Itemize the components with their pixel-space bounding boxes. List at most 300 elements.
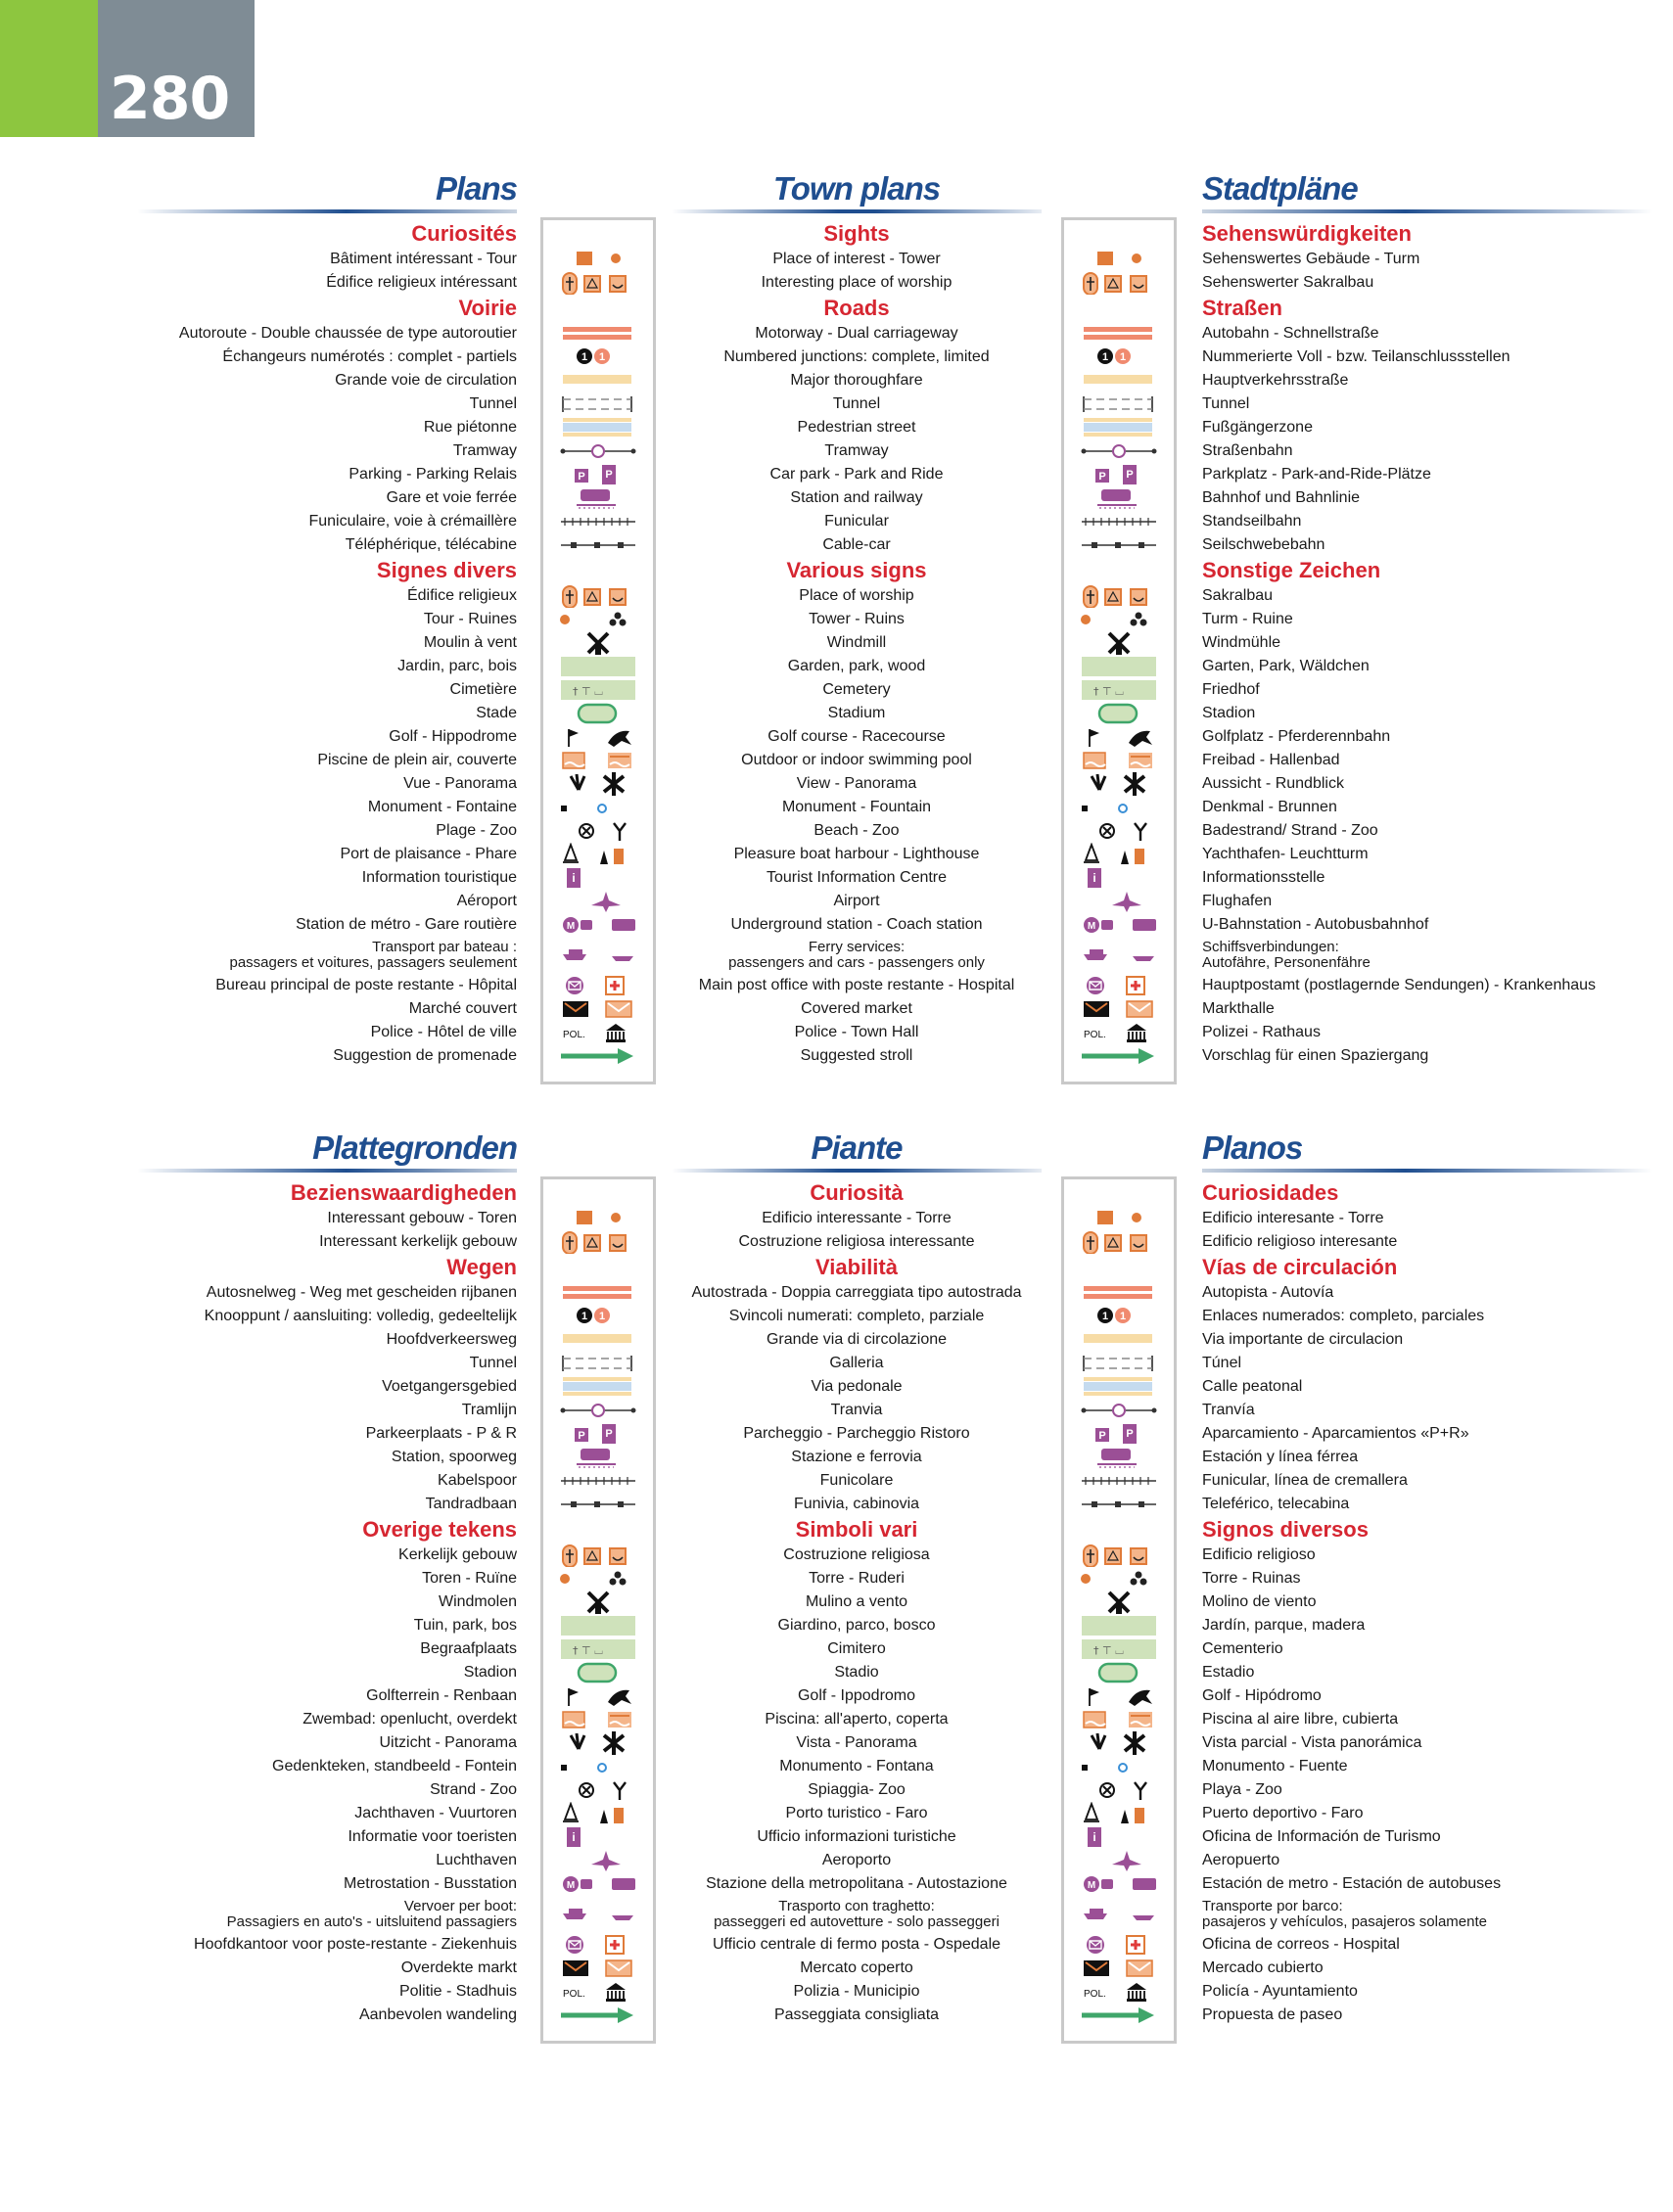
legend-entry: Porto turistico - Faro bbox=[785, 1805, 928, 1821]
svg-text:P: P bbox=[1126, 1428, 1134, 1440]
map-symbol-icon bbox=[557, 631, 639, 655]
map-symbol-icon bbox=[1078, 1352, 1160, 1375]
map-symbol-icon bbox=[557, 678, 639, 702]
map-symbol-icon bbox=[557, 1207, 639, 1230]
legend-entry: Metrostation - Busstation bbox=[344, 1875, 517, 1892]
section-title: Curiosidades bbox=[1202, 1180, 1339, 1205]
map-symbol-icon bbox=[1078, 584, 1160, 608]
map-symbol-icon bbox=[557, 2004, 639, 2027]
legend-entry: Tuin, park, bos bbox=[413, 1617, 517, 1634]
legend-entry: Golf - Hippodrome bbox=[389, 728, 517, 745]
heading-underline bbox=[1202, 209, 1652, 213]
map-symbol-icon bbox=[1078, 1957, 1160, 1980]
legend-entry: Port de plaisance - Phare bbox=[340, 846, 517, 862]
map-symbol-icon bbox=[1078, 913, 1160, 937]
legend-entry: Yachthafen- Leuchtturm bbox=[1202, 846, 1369, 862]
map-symbol-icon bbox=[557, 463, 639, 486]
legend-entry: Pedestrian street bbox=[797, 419, 916, 436]
legend-entry: Funicular bbox=[824, 513, 889, 530]
legend-entry: Freibad - Hallenbad bbox=[1202, 752, 1340, 768]
legend-entry: Informationsstelle bbox=[1202, 869, 1325, 886]
legend-entry: Bureau principal de poste restante - Hôpital bbox=[215, 977, 517, 993]
legend-entry: Interessant kerkelijk gebouw bbox=[319, 1233, 517, 1250]
legend-entry: Piscine de plein air, couverte bbox=[317, 752, 517, 768]
legend-entry: Voetgangersgebied bbox=[382, 1378, 517, 1395]
map-symbol-icon bbox=[557, 725, 639, 749]
legend-entry: Major thoroughfare bbox=[790, 372, 923, 389]
legend-entry: Fußgängerzone bbox=[1202, 419, 1313, 436]
map-symbol-icon bbox=[1078, 1021, 1160, 1044]
legend-entry: Spiaggia- Zoo bbox=[808, 1781, 906, 1798]
legend-entry-line: passengers and cars - passengers only bbox=[728, 954, 985, 971]
legend-entry: Aéroport bbox=[456, 893, 517, 909]
legend-entry: Ufficio centrale di fermo posta - Ospedale bbox=[712, 1936, 1001, 1953]
legend-entry: U-Bahnstation - Autobusbahnhof bbox=[1202, 916, 1429, 933]
legend-entry: Ufficio informazioni turistiche bbox=[757, 1828, 956, 1845]
legend-entry: Jardín, parque, madera bbox=[1202, 1617, 1366, 1634]
map-symbol-icon bbox=[557, 1637, 639, 1661]
legend-entry: Estación de metro - Estación de autobuses bbox=[1202, 1875, 1502, 1892]
legend-entry: Airport bbox=[833, 893, 880, 909]
panel-heading: Town plans bbox=[772, 170, 941, 207]
map-symbol-icon bbox=[557, 1661, 639, 1684]
legend-entry: Edificio religioso interesante bbox=[1202, 1233, 1398, 1250]
svg-text:POL.: POL. bbox=[1084, 1030, 1106, 1040]
legend-entry: Monumento - Fuente bbox=[1202, 1758, 1348, 1774]
legend-entry: Parkeerplaats - P & R bbox=[365, 1425, 517, 1442]
section-title: Sights bbox=[823, 221, 890, 246]
legend-entry: Autosnelweg - Weg met gescheiden rijbanen bbox=[206, 1284, 517, 1301]
legend-entry: Toren - Ruïne bbox=[422, 1570, 517, 1587]
map-symbol-icon bbox=[1078, 322, 1160, 346]
legend-entry: Sakralbau bbox=[1202, 587, 1274, 604]
section-title: Straßen bbox=[1202, 296, 1282, 320]
svg-text:i: i bbox=[1092, 871, 1096, 885]
legend-entry: Aeropuerto bbox=[1202, 1852, 1280, 1868]
map-symbol-icon bbox=[557, 392, 639, 416]
section-title: Simboli vari bbox=[795, 1517, 918, 1542]
page-number: 280 bbox=[110, 65, 230, 133]
legend-entry-line: Vervoer per boot: bbox=[403, 1898, 517, 1914]
legend-entry: Estadio bbox=[1202, 1664, 1255, 1681]
legend-entry: Suggestion de promenade bbox=[333, 1047, 517, 1064]
legend-entry: View - Panorama bbox=[796, 775, 917, 792]
heading-underline bbox=[1202, 1169, 1652, 1173]
legend-entry: Piscina al aire libre, cubierta bbox=[1202, 1711, 1399, 1728]
svg-text:M: M bbox=[566, 921, 576, 932]
map-symbol-icon bbox=[557, 346, 639, 369]
legend-entry: Suggested stroll bbox=[800, 1047, 913, 1064]
map-symbol-icon bbox=[557, 1352, 639, 1375]
panel-heading: Planos bbox=[1202, 1129, 1303, 1166]
legend-entry bbox=[227, 1899, 517, 1930]
legend-entry: Stadium bbox=[827, 705, 886, 721]
svg-text:1: 1 bbox=[1119, 1311, 1127, 1322]
map-symbol-icon bbox=[1078, 608, 1160, 631]
legend-entry: Garten, Park, Wäldchen bbox=[1202, 658, 1370, 674]
legend-entry: Cimitero bbox=[827, 1640, 886, 1657]
legend-entry: Hoofdverkeersweg bbox=[386, 1331, 517, 1348]
svg-text:1: 1 bbox=[1101, 351, 1109, 363]
legend-entry-line: Transport par bateau : bbox=[372, 939, 517, 955]
map-symbol-icon bbox=[1078, 1731, 1160, 1755]
map-symbol-icon bbox=[1078, 1446, 1160, 1469]
map-symbol-icon bbox=[557, 271, 639, 295]
map-symbol-icon bbox=[557, 1399, 639, 1422]
legend-entry-line: passagers et voitures, passagers seulement bbox=[229, 954, 517, 971]
legend-entry: Grande voie de circulation bbox=[335, 372, 517, 389]
map-symbol-icon bbox=[557, 533, 639, 557]
map-symbol-icon bbox=[1078, 1281, 1160, 1305]
legend-entry: Tandradbaan bbox=[425, 1496, 517, 1512]
legend-entry: Edificio interessante - Torre bbox=[762, 1210, 952, 1226]
map-symbol-icon bbox=[1078, 248, 1160, 271]
map-symbol-icon bbox=[1078, 1778, 1160, 1802]
map-symbol-icon bbox=[1078, 1825, 1160, 1849]
legend-entry: Stadion bbox=[463, 1664, 517, 1681]
svg-text:† ⊤ ⌴: † ⊤ ⌴ bbox=[1093, 685, 1124, 698]
legend-entry: Aparcamiento - Aparcamientos «P+R» bbox=[1202, 1425, 1469, 1442]
legend-entry: Hauptverkehrsstraße bbox=[1202, 372, 1349, 389]
map-symbol-icon bbox=[1078, 655, 1160, 678]
map-symbol-icon bbox=[1078, 941, 1160, 964]
legend-entry-line: Trasporto con traghetto: bbox=[778, 1898, 935, 1914]
legend-entry: Uitzicht - Panorama bbox=[379, 1734, 517, 1751]
legend-entry: Autostrada - Doppia carreggiata tipo autostrada bbox=[691, 1284, 1022, 1301]
legend-entry: Cable-car bbox=[822, 536, 891, 553]
panel-heading: Stadtpläne bbox=[1202, 170, 1358, 207]
legend-entry: Grande via di circolazione bbox=[766, 1331, 948, 1348]
map-symbol-icon bbox=[1078, 974, 1160, 997]
legend-entry: Tunnel bbox=[1202, 395, 1250, 412]
svg-text:i: i bbox=[572, 871, 576, 885]
legend-entry: Via pedonale bbox=[811, 1378, 903, 1395]
map-symbol-icon bbox=[1078, 725, 1160, 749]
map-symbol-icon bbox=[557, 1590, 639, 1614]
svg-text:P: P bbox=[578, 1430, 585, 1442]
map-symbol-icon bbox=[1078, 1849, 1160, 1872]
legend-entry: Golfplatz - Pferderennbahn bbox=[1202, 728, 1391, 745]
legend-entry: Aanbevolen wandeling bbox=[358, 2006, 517, 2023]
map-symbol-icon bbox=[1078, 1900, 1160, 1923]
map-symbol-icon bbox=[1078, 1708, 1160, 1731]
svg-text:† ⊤ ⌴: † ⊤ ⌴ bbox=[573, 1644, 603, 1657]
map-symbol-icon bbox=[557, 1933, 639, 1957]
map-symbol-icon bbox=[557, 1849, 639, 1872]
legend-entry: Vista parcial - Vista panorámica bbox=[1202, 1734, 1422, 1751]
heading-underline bbox=[137, 209, 517, 213]
legend-entry: Vorschlag für einen Spaziergang bbox=[1202, 1047, 1429, 1064]
legend-entry: Straßenbahn bbox=[1202, 442, 1293, 459]
section-title: Curiosità bbox=[810, 1180, 904, 1205]
legend-entry: Tramway bbox=[824, 442, 889, 459]
legend-entry bbox=[675, 940, 1038, 971]
legend-entry: Teleférico, telecabina bbox=[1202, 1496, 1350, 1512]
map-symbol-icon bbox=[557, 1802, 639, 1825]
svg-text:1: 1 bbox=[581, 351, 588, 363]
map-symbol-icon bbox=[557, 655, 639, 678]
legend-entry: Seilschwebebahn bbox=[1202, 536, 1325, 553]
legend-entry-line: Transporte por barco: bbox=[1202, 1898, 1343, 1914]
map-symbol-icon bbox=[1078, 463, 1160, 486]
legend-entry: Zwembad: openlucht, overdekt bbox=[302, 1711, 517, 1728]
legend-entry: Sehenswerter Sakralbau bbox=[1202, 274, 1374, 291]
map-symbol-icon bbox=[557, 702, 639, 725]
svg-text:M: M bbox=[566, 1880, 576, 1891]
legend-entry: Place of interest - Tower bbox=[772, 251, 941, 267]
legend-entry: Oficina de Información de Turismo bbox=[1202, 1828, 1441, 1845]
map-symbol-icon bbox=[1078, 1469, 1160, 1493]
svg-text:M: M bbox=[1087, 921, 1096, 932]
section-title: Voirie bbox=[458, 296, 517, 320]
map-symbol-icon bbox=[557, 1684, 639, 1708]
legend-entry: Tramway bbox=[452, 442, 517, 459]
legend-entry: Denkmal - Brunnen bbox=[1202, 799, 1337, 815]
svg-text:M: M bbox=[1087, 1880, 1096, 1891]
legend-entry: Golf - Hipódromo bbox=[1202, 1687, 1322, 1704]
legend-entry: Aeroporto bbox=[821, 1852, 892, 1868]
legend-entry bbox=[230, 940, 518, 971]
map-symbol-icon bbox=[1078, 439, 1160, 463]
map-symbol-icon bbox=[557, 941, 639, 964]
legend-entry: Puerto deportivo - Faro bbox=[1202, 1805, 1364, 1821]
legend-entry: Numbered junctions: complete, limited bbox=[723, 348, 990, 365]
svg-text:P: P bbox=[578, 471, 585, 483]
legend-entry: Piscina: all'aperto, coperta bbox=[765, 1711, 949, 1728]
legend-entry: Costruzione religiosa interessante bbox=[738, 1233, 975, 1250]
map-symbol-icon bbox=[1078, 1614, 1160, 1637]
map-symbol-icon bbox=[1078, 1637, 1160, 1661]
legend-entry: Luchthaven bbox=[436, 1852, 517, 1868]
legend-entry: Golfterrein - Renbaan bbox=[366, 1687, 517, 1704]
map-symbol-icon bbox=[1078, 1802, 1160, 1825]
map-symbol-icon bbox=[557, 796, 639, 819]
legend-entry: Parking - Parking Relais bbox=[349, 466, 517, 483]
legend-entry: Place of worship bbox=[799, 587, 914, 604]
map-symbol-icon bbox=[557, 439, 639, 463]
legend-entry: Badestrand/ Strand - Zoo bbox=[1202, 822, 1378, 839]
legend-entry: Hoofdkantoor voor poste-restante - Ziekenhuis bbox=[194, 1936, 517, 1953]
panel-heading: Piante bbox=[811, 1129, 903, 1166]
legend-entry: Costruzione religiosa bbox=[783, 1546, 930, 1563]
legend-entry bbox=[675, 1899, 1038, 1930]
map-symbol-icon bbox=[557, 1422, 639, 1446]
legend-entry: Windmühle bbox=[1202, 634, 1281, 651]
map-symbol-icon bbox=[557, 1614, 639, 1637]
section-title: Curiosités bbox=[411, 221, 517, 246]
legend-entry: Tranvia bbox=[830, 1402, 883, 1418]
legend-entry: Monumento - Fontana bbox=[779, 1758, 934, 1774]
legend-entry: Gare et voie ferrée bbox=[386, 489, 517, 506]
legend-entry: Funivia, cabinovia bbox=[793, 1496, 920, 1512]
legend-entry: Plage - Zoo bbox=[436, 822, 517, 839]
panel-heading: Plans bbox=[435, 170, 517, 207]
legend-entry: Mercato coperto bbox=[800, 1959, 913, 1976]
legend-entry: Friedhof bbox=[1202, 681, 1260, 698]
legend-entry: Car park - Park and Ride bbox=[769, 466, 944, 483]
map-symbol-icon bbox=[557, 510, 639, 533]
legend-entry: Golf course - Racecourse bbox=[767, 728, 946, 745]
legend-entry: Funicolare bbox=[819, 1472, 894, 1489]
legend-entry: Calle peatonal bbox=[1202, 1378, 1303, 1395]
section-title: Overige tekens bbox=[362, 1517, 517, 1542]
legend-entry: Estación y línea férrea bbox=[1202, 1449, 1359, 1465]
legend-entry-line: Schiffsverbindungen: bbox=[1202, 939, 1339, 955]
legend-entry: Bâtiment intéressant - Tour bbox=[330, 251, 517, 267]
map-symbol-icon bbox=[557, 749, 639, 772]
legend-entry: Tunnel bbox=[832, 395, 881, 412]
map-symbol-icon bbox=[557, 1872, 639, 1896]
map-symbol-icon bbox=[1078, 843, 1160, 866]
map-symbol-icon bbox=[557, 1375, 639, 1399]
legend-entry: Propuesta de paseo bbox=[1202, 2006, 1343, 2023]
legend-entry: Vista - Panorama bbox=[796, 1734, 917, 1751]
legend-entry: Cementerio bbox=[1202, 1640, 1283, 1657]
map-symbol-icon bbox=[1078, 1207, 1160, 1230]
legend-entry: Tour - Ruines bbox=[423, 611, 517, 627]
legend-entry: Underground station - Coach station bbox=[730, 916, 983, 933]
map-symbol-icon bbox=[1078, 392, 1160, 416]
map-symbol-icon bbox=[1078, 1230, 1160, 1254]
map-symbol-icon bbox=[1078, 866, 1160, 890]
svg-text:P: P bbox=[1126, 469, 1134, 481]
legend-entry: Tunnel bbox=[469, 395, 517, 412]
map-symbol-icon bbox=[557, 866, 639, 890]
legend-entry: Aussicht - Rundblick bbox=[1202, 775, 1344, 792]
map-symbol-icon bbox=[557, 1755, 639, 1778]
legend-entry-line: passeggeri ed autovetture - solo passeggeri bbox=[714, 1913, 999, 1930]
legend-entry: Autobahn - Schnellstraße bbox=[1202, 325, 1379, 342]
map-symbol-icon bbox=[557, 416, 639, 439]
legend-entry: Sehenswertes Gebäude - Turm bbox=[1202, 251, 1420, 267]
map-symbol-icon bbox=[1078, 997, 1160, 1021]
section-title: Vías de circulación bbox=[1202, 1255, 1398, 1279]
section-title: Sehenswürdigkeiten bbox=[1202, 221, 1412, 246]
legend-entry: Jardin, parc, bois bbox=[397, 658, 517, 674]
map-symbol-icon bbox=[557, 997, 639, 1021]
legend-entry: Vue - Panorama bbox=[403, 775, 517, 792]
legend-entry: Galleria bbox=[829, 1355, 884, 1371]
legend-entry: Standseilbahn bbox=[1202, 513, 1302, 530]
map-symbol-icon bbox=[557, 1900, 639, 1923]
section-title: Signos diversos bbox=[1202, 1517, 1369, 1542]
legend-entry: Autopista - Autovía bbox=[1202, 1284, 1334, 1301]
map-symbol-icon bbox=[1078, 369, 1160, 392]
map-symbol-icon bbox=[557, 584, 639, 608]
map-symbol-icon bbox=[1078, 1493, 1160, 1516]
legend-entry: Stadion bbox=[1202, 705, 1256, 721]
legend-entry: Enlaces numerados: completo, parciales bbox=[1202, 1308, 1485, 1324]
legend-entry: Strand - Zoo bbox=[430, 1781, 517, 1798]
legend-entry: Information touristique bbox=[361, 869, 517, 886]
legend-entry: Overdekte markt bbox=[400, 1959, 517, 1976]
legend-panel bbox=[1202, 170, 1633, 1077]
legend-entry: Molino de viento bbox=[1202, 1593, 1317, 1610]
legend-entry: Pleasure boat harbour - Lighthouse bbox=[733, 846, 980, 862]
map-symbol-icon bbox=[1078, 271, 1160, 295]
legend-entry bbox=[1202, 940, 1371, 971]
legend-entry: Playa - Zoo bbox=[1202, 1781, 1282, 1798]
legend-entry-line: Ferry services: bbox=[808, 939, 906, 955]
map-symbol-icon bbox=[557, 819, 639, 843]
legend-entry: Moulin à vent bbox=[423, 634, 517, 651]
legend-entry: Svincoli numerati: completo, parziale bbox=[728, 1308, 985, 1324]
svg-text:P: P bbox=[605, 469, 613, 481]
legend-entry: Hauptpostamt (postlagernde Sendungen) - Krankenhaus bbox=[1202, 977, 1597, 993]
map-symbol-icon bbox=[557, 1957, 639, 1980]
map-symbol-icon bbox=[557, 1230, 639, 1254]
svg-text:1: 1 bbox=[581, 1311, 588, 1322]
svg-text:POL.: POL. bbox=[1084, 1989, 1106, 2000]
svg-text:i: i bbox=[572, 1830, 576, 1844]
legend-entry: Stazione e ferrovia bbox=[791, 1449, 922, 1465]
legend-entry: Beach - Zoo bbox=[813, 822, 900, 839]
legend-entry: Kerkelijk gebouw bbox=[398, 1546, 517, 1563]
map-symbol-icon bbox=[557, 1731, 639, 1755]
legend-entry: Rue piétonne bbox=[423, 419, 517, 436]
map-symbol-icon bbox=[1078, 346, 1160, 369]
map-symbol-icon bbox=[1078, 510, 1160, 533]
map-symbol-icon bbox=[1078, 1328, 1160, 1352]
svg-text:1: 1 bbox=[1119, 351, 1127, 363]
legend-entry: Covered market bbox=[801, 1000, 912, 1017]
map-symbol-icon bbox=[1078, 2004, 1160, 2027]
legend-entry: Via importante de circulacion bbox=[1202, 1331, 1404, 1348]
legend-entry: Marché couvert bbox=[408, 1000, 517, 1017]
map-symbol-icon bbox=[557, 890, 639, 913]
map-symbol-icon bbox=[557, 1567, 639, 1590]
legend-entry: Markthalle bbox=[1202, 1000, 1275, 1017]
legend-entry: Gedenkteken, standbeeld - Fontein bbox=[272, 1758, 517, 1774]
legend-entry: Túnel bbox=[1202, 1355, 1242, 1371]
legend-entry-line: pasajeros y vehículos, pasajeros solamente bbox=[1202, 1913, 1487, 1930]
svg-text:1: 1 bbox=[1101, 1311, 1109, 1322]
map-symbol-icon bbox=[557, 369, 639, 392]
legend-entry: Polizei - Rathaus bbox=[1202, 1024, 1321, 1040]
legend-entry: Autoroute - Double chaussée de type autoroutier bbox=[178, 325, 517, 342]
map-symbol-icon bbox=[1078, 631, 1160, 655]
map-symbol-icon bbox=[1078, 1544, 1160, 1567]
legend-entry: Knooppunt / aansluiting: volledig, gedeeltelijk bbox=[204, 1308, 517, 1324]
svg-text:1: 1 bbox=[598, 1311, 606, 1322]
map-symbol-icon bbox=[1078, 772, 1160, 796]
section-title: Bezienswaardigheden bbox=[290, 1180, 517, 1205]
legend-entry: Outdoor or indoor swimming pool bbox=[741, 752, 972, 768]
legend-entry: Stade bbox=[476, 705, 517, 721]
legend-entry: Turm - Ruine bbox=[1202, 611, 1293, 627]
map-symbol-icon bbox=[1078, 702, 1160, 725]
page-tab-accent bbox=[0, 0, 98, 137]
svg-text:† ⊤ ⌴: † ⊤ ⌴ bbox=[1093, 1644, 1124, 1657]
legend-panel bbox=[675, 170, 1038, 1077]
map-symbol-icon bbox=[557, 322, 639, 346]
section-title: Sonstige Zeichen bbox=[1202, 558, 1381, 582]
map-symbol-icon bbox=[1078, 890, 1160, 913]
legend-entry: Interessant gebouw - Toren bbox=[327, 1210, 517, 1226]
legend-entry-line: Passagiers en auto's - uitsluitend passagiers bbox=[226, 1913, 517, 1930]
legend-entry: Édifice religieux intéressant bbox=[326, 274, 517, 291]
section-title: Various signs bbox=[786, 558, 927, 582]
legend-entry: Begraafplaats bbox=[420, 1640, 517, 1657]
legend-panel bbox=[137, 1129, 517, 2036]
svg-text:1: 1 bbox=[598, 351, 606, 363]
legend-entry: Informatie voor toeristen bbox=[348, 1828, 517, 1845]
map-symbol-icon bbox=[557, 1021, 639, 1044]
legend-entry: Monument - Fountain bbox=[781, 799, 932, 815]
map-symbol-icon bbox=[1078, 796, 1160, 819]
map-symbol-icon bbox=[557, 1328, 639, 1352]
legend-entry: Main post office with poste restante - Hospital bbox=[698, 977, 1015, 993]
